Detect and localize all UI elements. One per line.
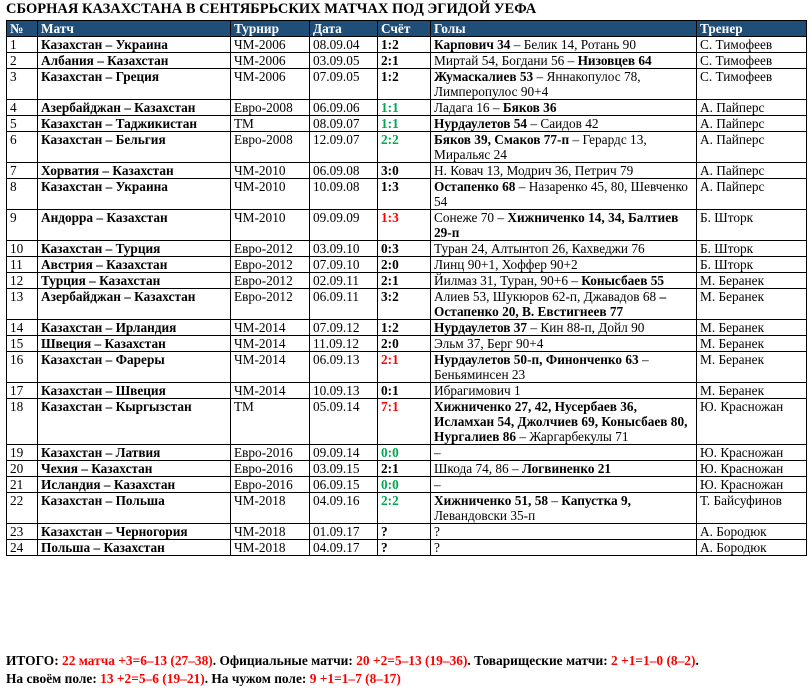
goal-segment: – bbox=[548, 493, 562, 508]
row-score: 0:1 bbox=[378, 383, 431, 399]
table-row bbox=[7, 53, 807, 69]
row-coach: А. Бородюк bbox=[697, 524, 807, 540]
row-goals bbox=[431, 461, 697, 477]
row-match: Казахстан – Кыргызстан bbox=[38, 399, 231, 445]
row-goals bbox=[431, 273, 697, 289]
header-tournament: Турнир bbox=[231, 21, 310, 37]
row-match: Казахстан – Таджикистан bbox=[38, 116, 231, 132]
row-number: 6 bbox=[7, 132, 38, 163]
table-row bbox=[7, 69, 807, 100]
row-coach: А. Пайперс bbox=[697, 179, 807, 210]
goal-segment: Конысбаев 55 bbox=[581, 273, 665, 288]
table-row bbox=[7, 273, 807, 289]
row-match: Чехия – Казахстан bbox=[38, 461, 231, 477]
summary-home-away-line bbox=[6, 670, 810, 688]
row-date: 06.09.15 bbox=[310, 477, 378, 493]
row-number: 23 bbox=[7, 524, 38, 540]
summary-segment: ИТОГО: bbox=[6, 653, 62, 668]
table-row bbox=[7, 100, 807, 116]
goal-segment: – Жаргарбекулы 71 bbox=[516, 429, 629, 444]
row-date: 09.09.14 bbox=[310, 445, 378, 461]
row-goals bbox=[431, 289, 697, 320]
row-score: 7:1 bbox=[378, 399, 431, 445]
header-goals: Голы bbox=[431, 21, 697, 37]
goal-segment: Логвиненко 21 bbox=[522, 461, 612, 476]
row-coach: Ю. Красножан bbox=[697, 445, 807, 461]
row-coach: Б. Шторк bbox=[697, 241, 807, 257]
table-row bbox=[7, 289, 807, 320]
row-number: 16 bbox=[7, 352, 38, 383]
table-row bbox=[7, 524, 807, 540]
row-date: 12.09.07 bbox=[310, 132, 378, 163]
row-number: 24 bbox=[7, 540, 38, 556]
goal-segment: Нурдаулетов 50-п, Финонченко 63 bbox=[434, 352, 639, 367]
table-row bbox=[7, 116, 807, 132]
table-row bbox=[7, 163, 807, 179]
summary-segment: 2 +1=1–0 (8–2) bbox=[611, 653, 696, 668]
goal-segment: – Остапенко 20, В. Евстигнеев 77 bbox=[434, 289, 667, 319]
row-goals bbox=[431, 445, 697, 461]
summary-total-line bbox=[6, 652, 810, 670]
row-tournament: Евро-2008 bbox=[231, 100, 310, 116]
row-coach: А. Пайперс bbox=[697, 163, 807, 179]
row-number: 12 bbox=[7, 273, 38, 289]
row-goals bbox=[431, 210, 697, 241]
row-goals bbox=[431, 540, 697, 556]
row-match: Турция – Казахстан bbox=[38, 273, 231, 289]
summary-segment: 9 +1=1–7 (8–17) bbox=[309, 670, 401, 686]
row-score: 1:1 bbox=[378, 100, 431, 116]
header-number: № bbox=[7, 21, 38, 37]
row-tournament: ЧМ-2018 bbox=[231, 524, 310, 540]
row-number: 18 bbox=[7, 399, 38, 445]
row-tournament: ЧМ-2010 bbox=[231, 179, 310, 210]
row-number: 1 bbox=[7, 37, 38, 53]
summary-segment: . bbox=[695, 653, 699, 668]
row-date: 07.09.05 bbox=[310, 69, 378, 100]
row-coach: А. Пайперс bbox=[697, 100, 807, 116]
row-date: 06.09.06 bbox=[310, 100, 378, 116]
row-number: 8 bbox=[7, 179, 38, 210]
row-tournament: Евро-2016 bbox=[231, 445, 310, 461]
row-tournament: ЧМ-2010 bbox=[231, 210, 310, 241]
row-score: ? bbox=[378, 524, 431, 540]
row-coach: Т. Байсуфинов bbox=[697, 493, 807, 524]
row-score: 1:2 bbox=[378, 69, 431, 100]
row-match: Андорра – Казахстан bbox=[38, 210, 231, 241]
row-score: 2:0 bbox=[378, 257, 431, 273]
row-tournament: ЧМ-2018 bbox=[231, 540, 310, 556]
goal-segment: Бяков 36 bbox=[502, 100, 557, 115]
goal-segment: Миртай 54, Богдани 56 – bbox=[434, 53, 578, 68]
row-goals bbox=[431, 132, 697, 163]
row-coach: М. Беранек bbox=[697, 336, 807, 352]
row-score: 1:2 bbox=[378, 37, 431, 53]
goal-segment: ? bbox=[434, 540, 440, 555]
row-score: 1:3 bbox=[378, 210, 431, 241]
row-date: 10.09.08 bbox=[310, 179, 378, 210]
row-match: Хорватия – Казахстан bbox=[38, 163, 231, 179]
goal-segment: – Саидов 42 bbox=[527, 116, 599, 131]
goal-segment: Эльм 37, Берг 90+4 bbox=[434, 336, 544, 351]
row-date: 07.09.12 bbox=[310, 320, 378, 336]
row-coach: Ю. Красножан bbox=[697, 477, 807, 493]
row-date: 03.09.10 bbox=[310, 241, 378, 257]
summary-segment: 13 +2=5–6 (19–21) bbox=[100, 670, 205, 686]
header-match: Матч bbox=[38, 21, 231, 37]
row-match: Казахстан – Бельгия bbox=[38, 132, 231, 163]
row-tournament: ЧМ-2014 bbox=[231, 320, 310, 336]
summary-segment: . На чужом поле: bbox=[204, 670, 310, 686]
goal-segment: Алиев 53, Шукюров 62-п, Джавадов 68 bbox=[434, 289, 660, 304]
row-score: 0:0 bbox=[378, 477, 431, 493]
row-date: 09.09.09 bbox=[310, 210, 378, 241]
row-date: 07.09.10 bbox=[310, 257, 378, 273]
row-tournament: ЧМ-2010 bbox=[231, 163, 310, 179]
goal-segment: Капустка 9, bbox=[561, 493, 631, 508]
row-match: Азербайджан – Казахстан bbox=[38, 100, 231, 116]
table-row bbox=[7, 37, 807, 53]
row-number: 21 bbox=[7, 477, 38, 493]
table-row bbox=[7, 132, 807, 163]
row-tournament: ЧМ-2006 bbox=[231, 37, 310, 53]
row-date: 01.09.17 bbox=[310, 524, 378, 540]
row-score: 2:2 bbox=[378, 493, 431, 524]
row-goals bbox=[431, 336, 697, 352]
row-goals bbox=[431, 320, 697, 336]
table-row bbox=[7, 320, 807, 336]
header-date: Дата bbox=[310, 21, 378, 37]
summary-segment: . Товарищеские матчи: bbox=[467, 653, 612, 668]
row-score: 1:1 bbox=[378, 116, 431, 132]
row-match: Казахстан – Украина bbox=[38, 179, 231, 210]
row-match: Казахстан – Швеция bbox=[38, 383, 231, 399]
row-score: 0:3 bbox=[378, 241, 431, 257]
row-goals bbox=[431, 493, 697, 524]
row-goals bbox=[431, 524, 697, 540]
row-coach: М. Беранек bbox=[697, 289, 807, 320]
row-tournament: ЧМ-2018 bbox=[231, 493, 310, 524]
goal-segment: Остапенко 68 bbox=[434, 179, 516, 194]
goal-segment: ? bbox=[434, 524, 440, 539]
row-tournament: Евро-2016 bbox=[231, 477, 310, 493]
row-date: 08.09.07 bbox=[310, 116, 378, 132]
row-goals bbox=[431, 53, 697, 69]
row-goals bbox=[431, 399, 697, 445]
table-row bbox=[7, 257, 807, 273]
goal-segment: – Белик 14, Ротань 90 bbox=[510, 37, 636, 52]
row-date: 06.09.13 bbox=[310, 352, 378, 383]
row-score: 1:3 bbox=[378, 179, 431, 210]
row-date: 03.09.15 bbox=[310, 461, 378, 477]
table-row bbox=[7, 352, 807, 383]
row-number: 7 bbox=[7, 163, 38, 179]
row-goals bbox=[431, 383, 697, 399]
row-match: Албания – Казахстан bbox=[38, 53, 231, 69]
row-match: Польша – Казахстан bbox=[38, 540, 231, 556]
row-score: ? bbox=[378, 540, 431, 556]
row-goals bbox=[431, 100, 697, 116]
row-goals bbox=[431, 241, 697, 257]
row-match: Казахстан – Черногория bbox=[38, 524, 231, 540]
row-tournament: ТМ bbox=[231, 399, 310, 445]
goal-segment: Жумаскалиев 53 bbox=[434, 69, 534, 84]
row-number: 10 bbox=[7, 241, 38, 257]
header-coach: Тренер bbox=[697, 21, 807, 37]
row-goals bbox=[431, 69, 697, 100]
row-tournament: ЧМ-2014 bbox=[231, 352, 310, 383]
table-row bbox=[7, 210, 807, 241]
row-goals bbox=[431, 352, 697, 383]
goal-segment: Туран 24, Алтынтоп 26, Кахведжи 76 bbox=[434, 241, 645, 256]
row-number: 13 bbox=[7, 289, 38, 320]
row-coach: Б. Шторк bbox=[697, 210, 807, 241]
goal-segment: – Назаренко 45, 80, Шевченко 54 bbox=[434, 179, 688, 209]
table-row bbox=[7, 399, 807, 445]
row-coach: С. Тимофеев bbox=[697, 69, 807, 100]
summary-segment: 20 +2=5–13 (19–36) bbox=[356, 653, 468, 668]
row-coach: Ю. Красножан bbox=[697, 461, 807, 477]
row-number: 17 bbox=[7, 383, 38, 399]
header-row bbox=[7, 21, 807, 37]
row-coach: М. Беранек bbox=[697, 383, 807, 399]
goal-segment: Ладага 16 – bbox=[434, 100, 503, 115]
goal-segment: Бяков 39, Смаков 77-п bbox=[434, 132, 570, 147]
row-date: 11.09.12 bbox=[310, 336, 378, 352]
table-row bbox=[7, 336, 807, 352]
row-tournament: ТМ bbox=[231, 116, 310, 132]
table-row bbox=[7, 383, 807, 399]
row-score: 2:1 bbox=[378, 273, 431, 289]
row-number: 2 bbox=[7, 53, 38, 69]
goal-segment: Нурдаулетов 37 bbox=[434, 320, 528, 335]
row-date: 08.09.04 bbox=[310, 37, 378, 53]
row-match: Швеция – Казахстан bbox=[38, 336, 231, 352]
row-coach: Б. Шторк bbox=[697, 257, 807, 273]
summary-segment: . Официальные матчи: bbox=[212, 653, 357, 668]
row-match: Казахстан – Латвия bbox=[38, 445, 231, 461]
row-number: 9 bbox=[7, 210, 38, 241]
row-coach: М. Беранек bbox=[697, 320, 807, 336]
goal-segment: Карпович 34 bbox=[434, 37, 511, 52]
row-match: Казахстан – Ирландия bbox=[38, 320, 231, 336]
row-tournament: Евро-2012 bbox=[231, 257, 310, 273]
row-coach: Ю. Красножан bbox=[697, 399, 807, 445]
row-date: 03.09.05 bbox=[310, 53, 378, 69]
row-match: Казахстан – Польша bbox=[38, 493, 231, 524]
row-date: 02.09.11 bbox=[310, 273, 378, 289]
row-tournament: Евро-2016 bbox=[231, 461, 310, 477]
table-row bbox=[7, 493, 807, 524]
row-match: Казахстан – Украина bbox=[38, 37, 231, 53]
row-goals bbox=[431, 116, 697, 132]
goal-segment: Ибрагимович 1 bbox=[434, 383, 521, 398]
goal-segment: Левандовски 35-п bbox=[434, 508, 536, 523]
goal-segment: – Кин 88-п, Дойл 90 bbox=[527, 320, 645, 335]
row-goals bbox=[431, 179, 697, 210]
table-row bbox=[7, 461, 807, 477]
row-number: 14 bbox=[7, 320, 38, 336]
row-date: 06.09.08 bbox=[310, 163, 378, 179]
row-coach: С. Тимофеев bbox=[697, 37, 807, 53]
row-goals bbox=[431, 163, 697, 179]
row-match: Казахстан – Фареры bbox=[38, 352, 231, 383]
row-tournament: Евро-2012 bbox=[231, 241, 310, 257]
row-number: 4 bbox=[7, 100, 38, 116]
page-title: СБОРНАЯ КАЗАХСТАНА В СЕНТЯБРЬСКИХ МАТЧАХ ПОД ЭГИДОЙ УЕФА bbox=[6, 1, 537, 17]
row-date: 10.09.13 bbox=[310, 383, 378, 399]
goal-segment: – bbox=[434, 445, 441, 460]
row-tournament: Евро-2008 bbox=[231, 132, 310, 163]
row-score: 3:2 bbox=[378, 289, 431, 320]
row-goals bbox=[431, 37, 697, 53]
row-date: 05.09.14 bbox=[310, 399, 378, 445]
row-tournament: ЧМ-2006 bbox=[231, 69, 310, 100]
row-score: 0:0 bbox=[378, 445, 431, 461]
row-match: Исландия – Казахстан bbox=[38, 477, 231, 493]
goal-segment: Сонеже 70 – bbox=[434, 210, 508, 225]
row-date: 04.09.16 bbox=[310, 493, 378, 524]
goal-segment: – Беньяминсен 23 bbox=[434, 352, 649, 382]
goal-segment: Йилмаз 31, Туран, 90+6 – bbox=[434, 273, 582, 288]
goal-segment: Хижниченко 14, 34, Балтиев 29-п bbox=[434, 210, 679, 240]
summary-segment: На своём поле: bbox=[6, 670, 101, 686]
row-score: 2:1 bbox=[378, 53, 431, 69]
row-tournament: ЧМ-2014 bbox=[231, 336, 310, 352]
goal-segment: Хижниченко 27, 42, Нусербаев 36, Исламхан 54, Джолчиев 69, Конысбаев 80, Нургалиев 86 bbox=[434, 399, 688, 444]
matches-table bbox=[6, 20, 807, 556]
row-number: 5 bbox=[7, 116, 38, 132]
summary-segment: 22 матча +3=6–13 (27–38) bbox=[62, 653, 213, 668]
summary bbox=[6, 652, 810, 687]
row-goals bbox=[431, 477, 697, 493]
goal-segment: Низовцев 64 bbox=[577, 53, 652, 68]
row-number: 3 bbox=[7, 69, 38, 100]
row-coach: А. Пайперс bbox=[697, 116, 807, 132]
row-match: Азербайджан – Казахстан bbox=[38, 289, 231, 320]
table-row bbox=[7, 540, 807, 556]
goal-segment: Н. Ковач 13, Модрич 36, Петрич 79 bbox=[434, 163, 634, 178]
row-coach: С. Тимофеев bbox=[697, 53, 807, 69]
row-tournament: Евро-2012 bbox=[231, 273, 310, 289]
row-number: 19 bbox=[7, 445, 38, 461]
row-coach: А. Бородюк bbox=[697, 540, 807, 556]
row-tournament: ЧМ-2014 bbox=[231, 383, 310, 399]
table-row bbox=[7, 445, 807, 461]
goal-segment: Шкода 74, 86 – bbox=[434, 461, 522, 476]
table-row bbox=[7, 477, 807, 493]
row-tournament: Евро-2012 bbox=[231, 289, 310, 320]
header-score: Счёт bbox=[378, 21, 431, 37]
row-score: 2:1 bbox=[378, 352, 431, 383]
row-date: 04.09.17 bbox=[310, 540, 378, 556]
goal-segment: Линц 90+1, Хоффер 90+2 bbox=[434, 257, 578, 272]
table-row bbox=[7, 179, 807, 210]
row-number: 20 bbox=[7, 461, 38, 477]
row-tournament: ЧМ-2006 bbox=[231, 53, 310, 69]
goal-segment: Нурдаулетов 54 bbox=[434, 116, 528, 131]
row-number: 11 bbox=[7, 257, 38, 273]
row-score: 2:1 bbox=[378, 461, 431, 477]
row-number: 15 bbox=[7, 336, 38, 352]
goal-segment: – Яннакопулос 78, Лимперопулос 90+4 bbox=[434, 69, 641, 99]
row-match: Казахстан – Турция bbox=[38, 241, 231, 257]
goal-segment: Хижниченко 51, 58 bbox=[434, 493, 548, 508]
row-coach: М. Беранек bbox=[697, 352, 807, 383]
row-match: Казахстан – Греция bbox=[38, 69, 231, 100]
row-coach: А. Пайперс bbox=[697, 132, 807, 163]
row-goals bbox=[431, 257, 697, 273]
row-score: 3:0 bbox=[378, 163, 431, 179]
goal-segment: – bbox=[434, 477, 441, 492]
row-number: 22 bbox=[7, 493, 38, 524]
row-score: 2:2 bbox=[378, 132, 431, 163]
row-match: Австрия – Казахстан bbox=[38, 257, 231, 273]
table-row bbox=[7, 241, 807, 257]
row-score: 2:0 bbox=[378, 336, 431, 352]
row-score: 1:2 bbox=[378, 320, 431, 336]
row-coach: М. Беранек bbox=[697, 273, 807, 289]
goal-segment: – Герардс 13, Миральяс 24 bbox=[434, 132, 647, 162]
row-date: 06.09.11 bbox=[310, 289, 378, 320]
